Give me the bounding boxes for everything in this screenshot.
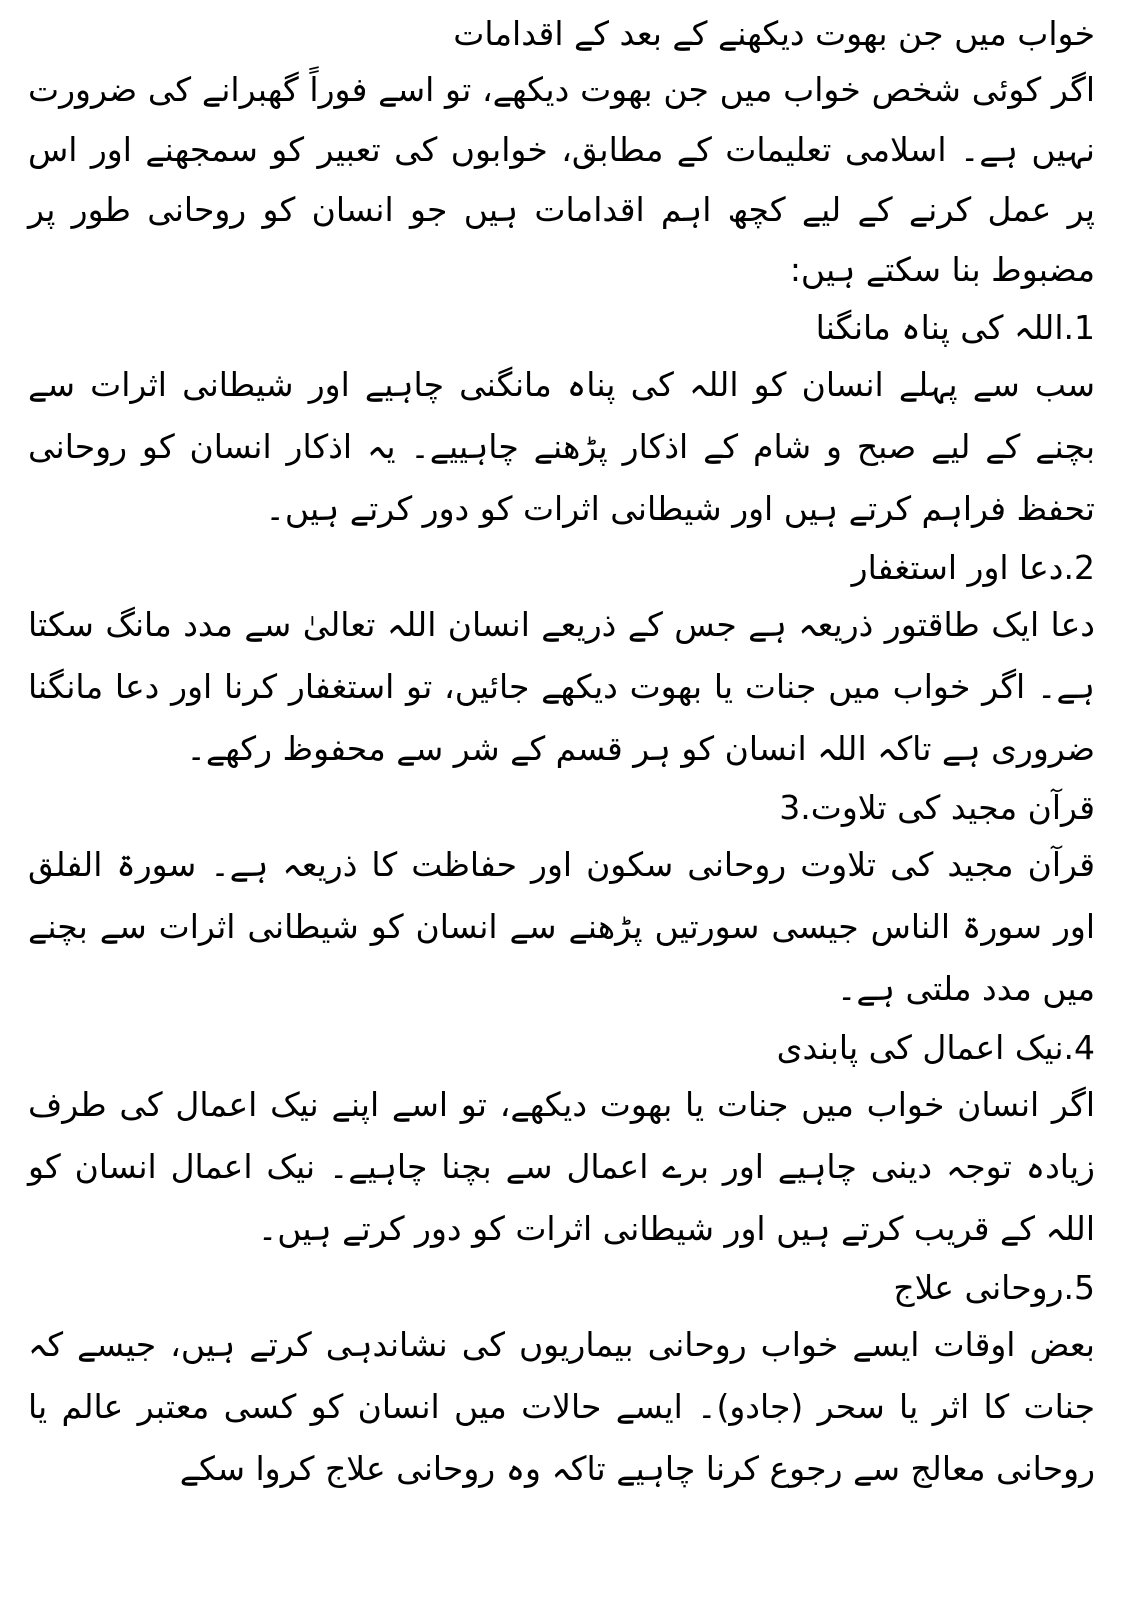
- section-spiritual-treatment: [28, 1262, 1095, 1500]
- section-seek-refuge: [28, 302, 1095, 540]
- section-good-deeds: [28, 1022, 1095, 1260]
- article-title: خواب میں جن بھوت دیکھنے کے بعد کے اقدامات: [453, 14, 1095, 53]
- section-quran-recitation: [28, 782, 1095, 1020]
- section-dua-istighfar: [28, 542, 1095, 780]
- intro-paragraph: اگر کوئی شخص خواب میں جن بھوت دیکھے، تو اسے فوراً گھبرانے کی ضرورت نہیں ہے۔ اسلامی تعلیمات کے مطابق، خوابوں کی تعبیر کو سمجھنے اور اس پر عمل کرنے کے لیے کچھ اہم اقدامات ہیں جو انسان کو روحانی طور پر مضبوط بنا سکتے ہیں:: [28, 70, 1095, 289]
- section-body: سب سے پہلے انسان کو اللہ کی پناہ مانگنی چاہیے اور شیطانی اثرات سے بچنے کے لیے صبح و شام کے اذکار پڑھنے چاہییے۔ یہ اذکار انسان کو روحانی تحفظ فراہم کرتے ہیں اور شیطانی اثرات کو دور کرتے ہیں۔: [28, 365, 1095, 528]
- section-body: بعض اوقات ایسے خواب روحانی بیماریوں کی نشاندہی کرتے ہیں، جیسے کہ جنات کا اثر یا سحر (جادو)۔ ایسے حالات میں انسان کو کسی معتبر عالم یا روحانی معالج سے رجوع کرنا چاہیے تاکہ وہ روحانی علاج کروا سکے: [28, 1325, 1095, 1488]
- section-heading: 1.اللہ کی پناہ مانگنا: [815, 308, 1095, 347]
- section-heading: 2.دعا اور استغفار: [851, 548, 1095, 587]
- section-heading: 5.روحانی علاج: [893, 1268, 1095, 1307]
- section-body: اگر انسان خواب میں جنات یا بھوت دیکھے، تو اسے اپنے نیک اعمال کی طرف زیادہ توجہ دینی چاہیے اور برے اعمال سے بچنا چاہیے۔ نیک اعمال انسان کو اللہ کے قریب کرتے ہیں اور شیطانی اثرات کو دور کرتے ہیں۔: [28, 1085, 1095, 1248]
- section-heading: 4.نیک اعمال کی پابندی: [776, 1028, 1095, 1067]
- section-body: دعا ایک طاقتور ذریعہ ہے جس کے ذریعے انسان اللہ تعالیٰ سے مدد مانگ سکتا ہے۔ اگر خواب میں جنات یا بھوت دیکھے جائیں، تو استغفار کرنا اور دعا مانگنا ضروری ہے تاکہ اللہ انسان کو ہر قسم کے شر سے محفوظ رکھے۔: [28, 605, 1095, 768]
- section-body: قرآن مجید کی تلاوت روحانی سکون اور حفاظت کا ذریعہ ہے۔ سورۃ الفلق اور سورۃ الناس جیسی سورتیں پڑھنے سے انسان کو شیطانی اثرات سے بچنے میں مدد ملتی ہے۔: [28, 845, 1095, 1008]
- section-heading: قرآن مجید کی تلاوت.3: [779, 788, 1095, 827]
